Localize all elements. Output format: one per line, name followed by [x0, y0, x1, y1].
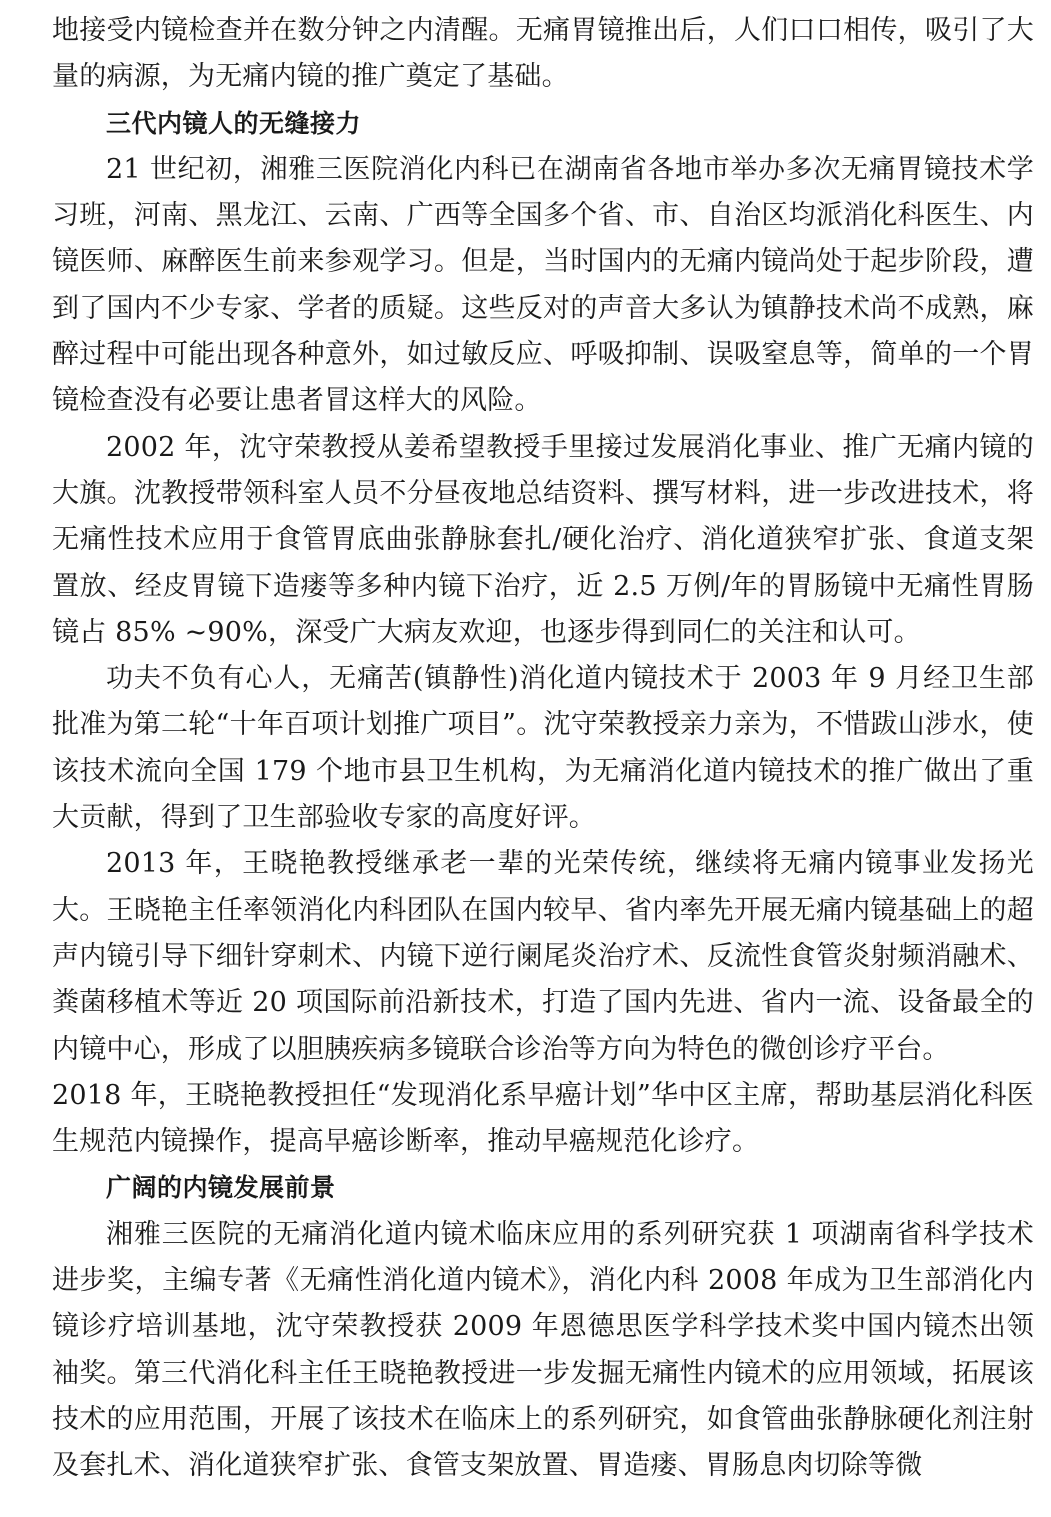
paragraph-2013: 2013 年，王晓艳教授继承老一辈的光荣传统，继续将无痛内镜事业发扬光大。王晓艳主任率领消化内科团队在国内较早、省内率先开展无痛内镜基础上的超声内镜引导下细针穿刺术、内镜下逆行阑尾炎治疗术、反流性食管炎射频消融术、粪菌移植术等近 20 项国际前沿新技术，打造了国内先进、省内一流、设备最全的内镜中心，形成了以胆胰疾病多镜联合诊治等方向为特色的微创诊疗平台。 — [52, 848, 1034, 1065]
paragraph-early-century: 21 世纪初，湘雅三医院消化内科已在湖南省各地市举办多次无痛胃镜技术学习班，河南、黑龙江、云南、广西等全国多个省、市、自治区均派消化科医生、内镜医师、麻醉医生前来参观学习。但是，当时国内的无痛内镜尚处于起步阶段，遭到了国内不少专家、学者的质疑。这些反对的声音大多认为镇静技术尚不成熟，麻醉过程中可能出现各种意外，如过敏反应、呼吸抑制、误吸窒息等，简单的一个胃镜检查没有必要让患者冒这样大的风险。 — [52, 153, 1034, 417]
paragraph-continued: 地接受内镜检查并在数分钟之内清醒。无痛胃镜推出后，人们口口相传，吸引了大量的病源，为无痛内镜的推广奠定了基础。 — [52, 15, 1034, 93]
paragraph-2002: 2002 年，沈守荣教授从姜希望教授手里接过发展消化事业、推广无痛内镜的大旗。沈教授带领科室人员不分昼夜地总结资料、撰写材料，进一步改进技术，将无痛性技术应用于食管胃底曲张静脉套扎/硬化治疗、消化道狭窄扩张、食道支架置放、经皮胃镜下造瘘等多种内镜下治疗，近 2.5 万例/年的胃肠镜中无痛性胃肠镜占 85% ~90%，深受广大病友欢迎，也逐步得到同仁的关注和认可。 — [52, 431, 1034, 648]
paragraph-awards: 湘雅三医院的无痛消化道内镜术临床应用的系列研究获 1 项湖南省科学技术进步奖，主编专著《无痛性消化道内镜术》，消化内科 2008 年成为卫生部消化内镜诊疗培训基地，沈守荣教授获 2009 年恩德思医学科学技术奖中国内镜杰出领袖奖。第三代消化科主任王晓艳教授进一步发掘无痛性内镜术的应用领域，拓展该技术的应用范围，开展了该技术在临床上的系列研究，如食管曲张静脉硬化剂注射及套扎术、消化道狭窄扩张、食管支架放置、胃造瘘、胃肠息肉切除等微 — [52, 1218, 1034, 1482]
document-page — [52, 8, 1034, 1490]
section-heading-prospects: 广阔的内镜发展前景 — [106, 1173, 336, 1203]
section-heading-relay: 三代内镜人的无缝接力 — [106, 108, 362, 138]
paragraph-2003-promotion: 功夫不负有心人，无痛苦(镇静性)消化道内镜技术于 2003 年 9 月经卫生部批准为第二轮“十年百项计划推广项目”。沈守荣教授亲力亲为，不惜跋山涉水，使该技术流向全国 179 个地市县卫生机构，为无痛消化道内镜技术的推广做出了重大贡献，得到了卫生部验收专家的高度好评。 — [52, 663, 1034, 834]
paragraph-2018: 2018 年，王晓艳教授担任“发现消化系早癌计划”华中区主席，帮助基层消化科医生规范内镜操作，提高早癌诊断率，推动早癌规范化诊疗。 — [52, 1079, 1034, 1158]
